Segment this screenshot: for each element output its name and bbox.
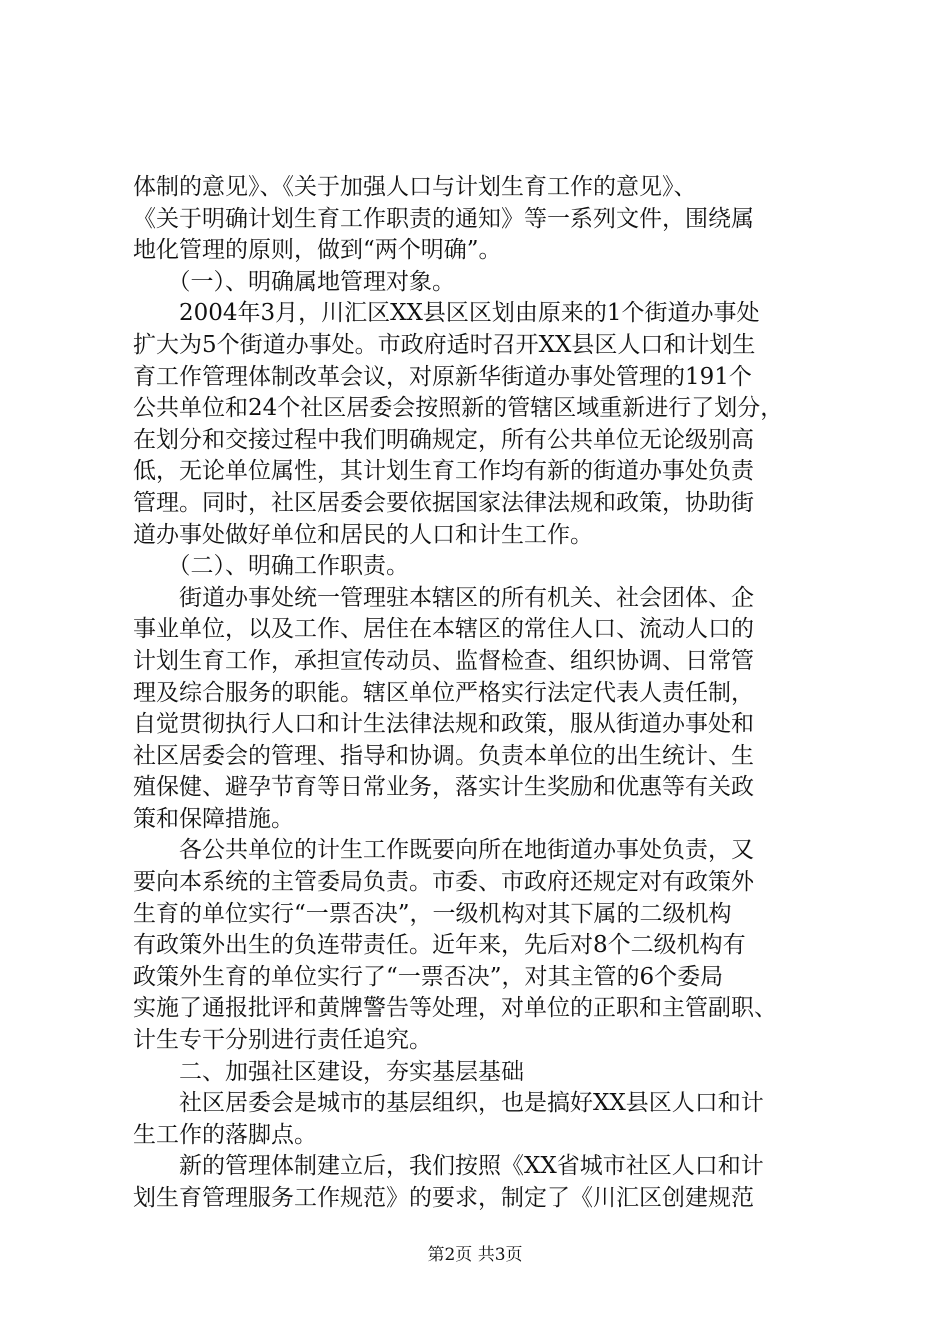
text-line: 殖保健、避孕节育等日常业务，落实计生奖励和优惠等有关政 — [133, 774, 754, 801]
text-line: 策和保障措施。 — [133, 805, 294, 832]
text-line: 有政策外出生的负连带责任。近年来，先后对8个二级机构有 — [133, 932, 746, 959]
text-line: 计划生育工作，承担宣传动员、监督检查、组织协调、日常管 — [133, 647, 754, 674]
text-line: 事业单位，以及工作、居住在本辖区的常住人口、流动人口的 — [133, 616, 754, 643]
page-footer: 第2页 共3页 — [427, 1245, 523, 1265]
text-line: 各公共单位的计生工作既要向所在地街道办事处负责，又 — [133, 837, 754, 864]
text-line: 政策外生育的单位实行了“一票否决”，对其主管的6个委局 — [133, 963, 724, 990]
text-line: 理及综合服务的职能。辖区单位严格实行法定代表人责任制， — [133, 679, 754, 706]
text-line: 体制的意见》、《关于加强人口与计划生育工作的意见》、 — [133, 174, 697, 200]
text-line: 生育的单位实行“一票否决”，一级机构对其下属的二级机构 — [133, 900, 732, 927]
text-line: 道办事处做好单位和居民的人口和计生工作。 — [133, 521, 593, 548]
text-line: （二）、明确工作职责。 — [133, 553, 409, 580]
text-line: 扩大为5个街道办事处。市政府适时召开XX县区人口和计划生 — [133, 331, 756, 358]
text-line: 划生育管理服务工作规范》的要求，制定了《川汇区创建规范 — [133, 1185, 754, 1211]
text-line: 地化管理的原则，做到“两个明确”。 — [133, 237, 502, 264]
text-line: 要向本系统的主管委局负责。市委、市政府还规定对有政策外 — [133, 869, 754, 896]
text-line: 社区居委会的管理、指导和协调。负责本单位的出生统计、生 — [133, 742, 754, 769]
text-line: 管理。同时，社区居委会要依据国家法律法规和政策，协助街 — [133, 489, 754, 516]
text-line: 自觉贯彻执行人口和计生法律法规和政策，服从街道办事处和 — [133, 711, 754, 738]
text-line: 公共单位和24个社区居委会按照新的管辖区域重新进行了划分， — [133, 395, 784, 422]
text-line: 生工作的落脚点。 — [133, 1121, 317, 1148]
text-line: 《关于明确计划生育工作职责的通知》等一系列文件，围绕属 — [133, 205, 754, 232]
text-line: 育工作管理体制改革会议，对原新华街道办事处管理的191个 — [133, 363, 752, 390]
text-line: 2004年3月，川汇区XX县区区划由原来的1个街道办事处 — [133, 300, 760, 327]
text-line: 计生专干分别进行责任追究。 — [133, 1027, 432, 1054]
text-line: （一）、明确属地管理对象。 — [133, 268, 455, 295]
text-line: 二、加强社区建设，夯实基层基础 — [133, 1058, 524, 1085]
document-body — [133, 172, 833, 1215]
text-line: 社区居委会是城市的基层组织，也是搞好XX县区人口和计 — [133, 1090, 764, 1117]
text-line: 街道办事处统一管理驻本辖区的所有机关、社会团体、企 — [133, 584, 754, 611]
text-line: 新的管理体制建立后，我们按照《XX省城市社区人口和计 — [133, 1153, 764, 1180]
text-line: 实施了通报批评和黄牌警告等处理，对单位的正职和主管副职、 — [133, 995, 777, 1022]
text-line: 低，无论单位属性，其计划生育工作均有新的街道办事处负责 — [133, 458, 754, 485]
text-line: 在划分和交接过程中我们明确规定，所有公共单位无论级别高 — [133, 426, 754, 453]
